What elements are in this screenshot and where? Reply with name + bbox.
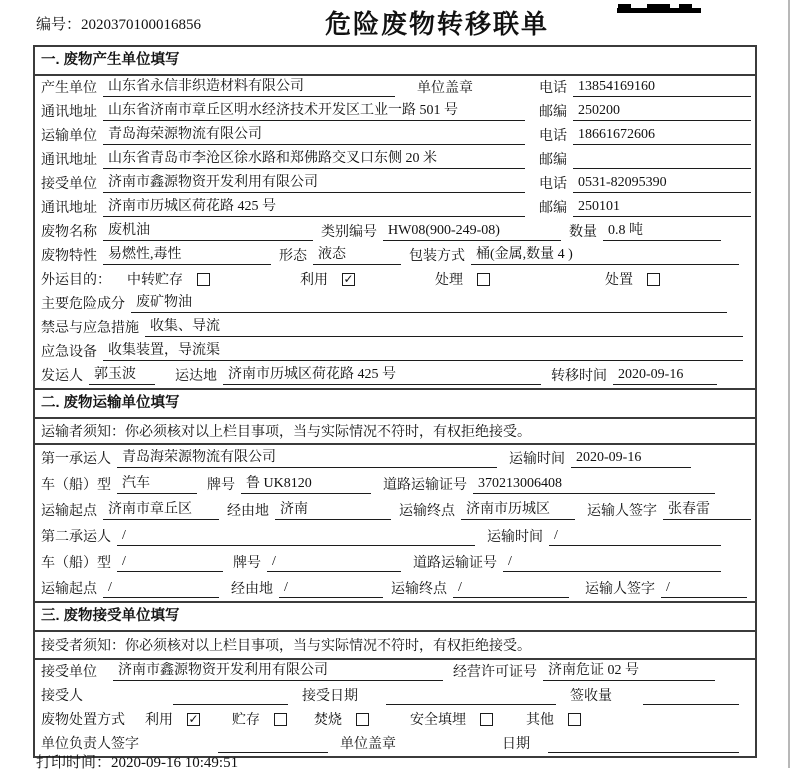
waste-category-code-label: 类别编号 <box>321 225 377 240</box>
transporter-address-row <box>35 148 755 172</box>
serial-value: 2020370100016856 <box>81 17 202 33</box>
transporter-postcode-value <box>573 151 751 169</box>
vehicle-type-2-label: 车（船）型 <box>41 556 111 571</box>
vehicle-row-2 <box>35 549 755 575</box>
transfer-purpose-label: 外运目的： <box>41 273 111 288</box>
receipt-quantity-label: 签收量 <box>570 689 612 704</box>
transporter-phone-value: 18661672606 <box>573 126 751 145</box>
disposal-landfill-checkbox <box>480 713 493 726</box>
second-carrier-label: 第二承运人 <box>41 530 111 545</box>
page-edge-line <box>788 0 790 768</box>
waste-quantity-label: 数量 <box>569 225 597 240</box>
vehicle-row-1 <box>35 471 755 497</box>
purpose-reuse-checkbox: ✓ <box>343 272 354 286</box>
acceptor-row <box>35 684 755 708</box>
acceptor-value <box>173 687 288 705</box>
page-title: 危险废物转移联单 <box>324 9 549 39</box>
unit-responsible-signature-label: 单位负责人签字 <box>41 737 139 752</box>
transporter-address-label: 通讯地址 <box>41 153 97 168</box>
purpose-transfer-storage-label: 中转贮存 <box>127 273 183 288</box>
disposal-storage-checkbox <box>274 713 287 726</box>
producer-phone-value: 13854169160 <box>573 78 751 97</box>
receiver-phone-value: 0531-82095390 <box>573 174 751 193</box>
disposal-reuse-checkbox: ✓ <box>188 712 199 726</box>
transport-date-1-label: 运输时间 <box>509 452 565 467</box>
main-hazard-component-label: 主要危险成分 <box>41 297 125 312</box>
transporter-address-value: 山东省青岛市李沧区徐水路和郑佛路交叉口东侧 20 米 <box>103 150 525 169</box>
consignor-value: 郭玉波 <box>89 366 155 385</box>
precaution-measures-label: 禁忌与应急措施 <box>41 321 139 336</box>
print-time-label: 打印时间： <box>36 755 112 771</box>
destination-label: 运达地 <box>175 369 217 384</box>
first-carrier-row <box>35 445 755 471</box>
consignor-row <box>35 364 755 388</box>
disposal-other-label: 其他 <box>526 713 554 728</box>
waste-disposal-method-label: 废物处置方式 <box>41 713 125 728</box>
producer-section-header: 一. 废物产生单位填写 <box>35 47 755 76</box>
disposal-other-checkbox <box>568 713 581 726</box>
route-row-1 <box>35 497 755 523</box>
origin-1-label: 运输起点 <box>41 504 97 519</box>
producer-unit-label: 产生单位 <box>41 81 97 96</box>
emergency-equipment-label: 应急设备 <box>41 345 97 360</box>
receiver-section-header: 三. 废物接受单位填写 <box>35 603 755 632</box>
transporter-notice: 运输者须知：你必须核对以上栏目事项，当与实际情况不符时，有权拒绝接受。 <box>41 425 531 440</box>
transporter-notice-row <box>35 419 755 445</box>
receiver-phone-label: 电话 <box>539 177 567 192</box>
precaution-row <box>35 316 755 340</box>
emergency-equipment-value: 收集装置，导流渠 <box>103 342 743 361</box>
purpose-reuse-label: 利用 <box>300 273 328 288</box>
accept-date-value <box>386 687 556 705</box>
vehicle-type-1-value: 汽车 <box>117 475 197 494</box>
transport-section <box>35 388 755 601</box>
second-carrier-value: / <box>117 527 475 546</box>
waste-category-code-value: HW08(900-249-08) <box>383 222 561 241</box>
producer-unit-row <box>35 76 755 100</box>
terminal-2-label: 运输终点 <box>391 582 447 597</box>
road-transport-license-2-label: 道路运输证号 <box>413 556 497 571</box>
consignor-label: 发运人 <box>41 369 83 384</box>
accept-unit-row <box>35 660 755 684</box>
packing-method-label: 包装方式 <box>409 249 465 264</box>
waste-form-label: 形态 <box>279 249 307 264</box>
producer-phone-label: 电话 <box>539 81 567 96</box>
transfer-date-value: 2020-09-16 <box>613 366 717 385</box>
serial-label: 编号： <box>36 17 82 33</box>
purpose-disposal-checkbox <box>647 273 660 286</box>
transport-section-header: 二. 废物运输单位填写 <box>35 390 755 419</box>
receiver-notice-row <box>35 632 755 660</box>
first-carrier-label: 第一承运人 <box>41 452 111 467</box>
transport-date-2-label: 运输时间 <box>487 530 543 545</box>
receiver-unit-row <box>35 172 755 196</box>
producer-address-label: 通讯地址 <box>41 105 97 120</box>
receiver-postcode-value: 250101 <box>573 198 751 217</box>
transporter-phone-label: 电话 <box>539 129 567 144</box>
accept-seal-date-value <box>548 735 739 753</box>
terminal-1-label: 运输终点 <box>399 504 455 519</box>
accepting-unit-label: 接受单位 <box>41 665 97 680</box>
purpose-transfer-storage-checkbox <box>197 273 210 286</box>
unit-seal-label: 单位盖章 <box>417 81 473 96</box>
accept-date-label: 接受日期 <box>302 689 358 704</box>
vehicle-type-2-value: / <box>117 553 223 572</box>
qr-code-fragment <box>617 0 701 18</box>
accept-seal-date-label: 日期 <box>502 737 530 752</box>
via-2-value: / <box>279 579 383 598</box>
carrier-sign-2-label: 运输人签字 <box>585 582 655 597</box>
receiver-postcode-label: 邮编 <box>539 201 567 216</box>
accepting-unit-value: 济南市鑫源物资开发利用有限公司 <box>113 662 443 681</box>
plate-number-2-value: / <box>267 553 401 572</box>
print-time-value: 2020-09-16 10:49:51 <box>111 755 239 771</box>
transporter-postcode-label: 邮编 <box>539 153 567 168</box>
producer-section <box>35 47 755 388</box>
receiver-address-row <box>35 196 755 220</box>
accept-unit-seal-label: 单位盖章 <box>340 737 396 752</box>
receiver-unit-label: 接受单位 <box>41 177 97 192</box>
packing-method-value: 桶(金属,数量 4 ) <box>471 246 739 265</box>
route-row-2 <box>35 575 755 601</box>
receiver-address-value: 济南市历城区荷花路 425 号 <box>103 198 525 217</box>
receiver-notice: 接受者须知：你必须核对以上栏目事项，当与实际情况不符时，有权拒绝接受。 <box>41 639 531 654</box>
main-hazard-row <box>35 292 755 316</box>
origin-1-value: 济南市章丘区 <box>103 501 219 520</box>
waste-quantity-value: 0.8 吨 <box>603 222 721 241</box>
receiver-address-label: 通讯地址 <box>41 201 97 216</box>
disposal-storage-label: 贮存 <box>232 713 260 728</box>
vehicle-type-1-label: 车（船）型 <box>41 478 111 493</box>
waste-form-value: 液态 <box>313 246 401 265</box>
business-license-number-value: 济南危证 02 号 <box>543 662 715 681</box>
disposal-incineration-label: 焚烧 <box>314 713 342 728</box>
producer-address-row <box>35 100 755 124</box>
waste-character-label: 废物特性 <box>41 249 97 264</box>
first-carrier-value: 青岛海荣源物流有限公司 <box>117 449 497 468</box>
carrier-sign-1-value: 张春雷 <box>663 501 751 520</box>
origin-2-label: 运输起点 <box>41 582 97 597</box>
disposal-method-row <box>35 708 755 732</box>
waste-name-label: 废物名称 <box>41 225 97 240</box>
plate-number-2-label: 牌号 <box>233 556 261 571</box>
main-hazard-component-value: 废矿物油 <box>131 294 727 313</box>
receiver-unit-value: 济南市鑫源物资开发利用有限公司 <box>103 174 525 193</box>
destination-value: 济南市历城区荷花路 425 号 <box>223 366 541 385</box>
transporter-unit-value: 青岛海荣源物流有限公司 <box>103 126 525 145</box>
waste-character-value: 易燃性,毒性 <box>103 246 271 265</box>
via-1-value: 济南 <box>275 501 391 520</box>
terminal-1-value: 济南市历城区 <box>461 501 575 520</box>
disposal-incineration-checkbox <box>356 713 369 726</box>
waste-name-value: 废机油 <box>103 222 313 241</box>
precaution-measures-value: 收集、导流 <box>145 318 743 337</box>
producer-postcode-label: 邮编 <box>539 105 567 120</box>
plate-number-1-value: 鲁 UK8120 <box>241 475 371 494</box>
producer-postcode-value: 250200 <box>573 102 751 121</box>
carrier-sign-1-label: 运输人签字 <box>587 504 657 519</box>
transfer-date-label: 转移时间 <box>551 369 607 384</box>
print-time <box>36 751 238 772</box>
transport-date-2-value: / <box>549 527 721 546</box>
transfer-purpose-row <box>35 268 755 292</box>
origin-2-value: / <box>103 579 219 598</box>
road-transport-license-2-value: / <box>503 553 721 572</box>
terminal-2-value: / <box>453 579 569 598</box>
waste-name-row <box>35 220 755 244</box>
producer-address-value: 山东省济南市章丘区明水经济技术开发区工业一路 501 号 <box>103 102 525 121</box>
waste-character-row <box>35 244 755 268</box>
disposal-landfill-label: 安全填埋 <box>410 713 466 728</box>
producer-unit-value: 山东省永信非织造材料有限公司 <box>103 78 395 97</box>
transport-date-1-value: 2020-09-16 <box>571 449 691 468</box>
disposal-reuse-label: 利用 <box>145 713 173 728</box>
via-1-label: 经由地 <box>227 504 269 519</box>
receipt-quantity-value <box>643 687 739 705</box>
form-table <box>33 45 757 758</box>
purpose-treatment-label: 处理 <box>435 273 463 288</box>
acceptor-label: 接受人 <box>41 689 83 704</box>
second-carrier-row <box>35 523 755 549</box>
transporter-unit-label: 运输单位 <box>41 129 97 144</box>
qr-code-fragment-svg <box>617 4 701 13</box>
via-2-label: 经由地 <box>231 582 273 597</box>
purpose-treatment-checkbox <box>477 273 490 286</box>
business-license-number-label: 经营许可证号 <box>453 665 537 680</box>
plate-number-1-label: 牌号 <box>207 478 235 493</box>
receiver-section <box>35 601 755 756</box>
purpose-disposal-label: 处置 <box>605 273 633 288</box>
emergency-equipment-row <box>35 340 755 364</box>
transporter-unit-row <box>35 124 755 148</box>
road-transport-license-1-label: 道路运输证号 <box>383 478 467 493</box>
road-transport-license-1-value: 370213006408 <box>473 475 715 494</box>
carrier-sign-2-value: / <box>661 579 747 598</box>
